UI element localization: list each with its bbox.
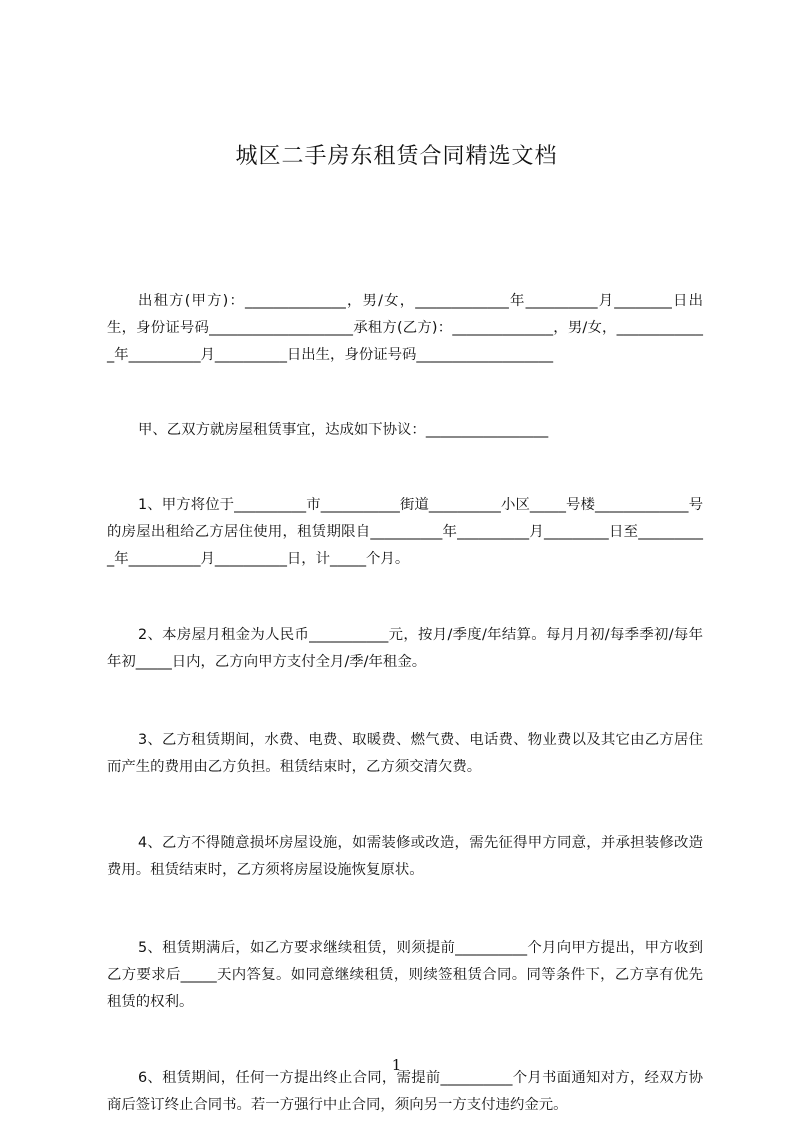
paragraph-parties: 出租方(甲方)：______________，男/女，_____________年__________月________日出生，身份证号码____________________承租方(乙方)：______________，男/女，_____________年__________月__________日出生，身份证号码___________________ [107, 293, 703, 363]
paragraph-clause-6: 6、租赁期间，任何一方提出终止合同，需提前__________个月书面通知对方，经双方协商后签订终止合同书。若一方强行中止合同，须向另一方支付违约金元。 [107, 1070, 703, 1113]
paragraph-clause-4: 4、乙方不得随意损坏房屋设施，如需装修或改造，需先征得甲方同意，并承担装修改造费用。租赁结束时，乙方须将房屋设施恢复原状。 [107, 835, 703, 878]
page-number: 1 [391, 1056, 402, 1074]
document-body [107, 288, 703, 1119]
paragraph-agreement-intro: 甲、乙双方就房屋租赁事宜，达成如下协议：_________________ [138, 422, 549, 438]
paragraph-clause-5: 5、租赁期满后，如乙方要求继续租赁，则须提前__________个月向甲方提出，甲方收到乙方要求后_____天内答复。如同意继续租赁，则续签租赁合同。同等条件下，乙方享有优先租赁的权利。 [107, 940, 703, 1010]
paragraph-clause-1: 1、甲方将位于__________市___________街道__________小区_____号楼_____________号的房屋出租给乙方居住使用，租赁期限自__________年__________月_________日至__________年__________月__________日，计_____个月。 [107, 497, 703, 567]
paragraph-clause-3: 3、乙方租赁期间，水费、电费、取暖费、燃气费、电话费、物业费以及其它由乙方居住而产生的费用由乙方负担。租赁结束时，乙方须交清欠费。 [107, 732, 703, 775]
paragraph-clause-2: 2、本房屋月租金为人民币___________元，按月/季度/年结算。每月月初/每季季初/每年年初_____日内，乙方向甲方支付全月/季/年租金。 [107, 627, 703, 670]
document-title: 城区二手房东租赁合同精选文档 [235, 144, 558, 169]
